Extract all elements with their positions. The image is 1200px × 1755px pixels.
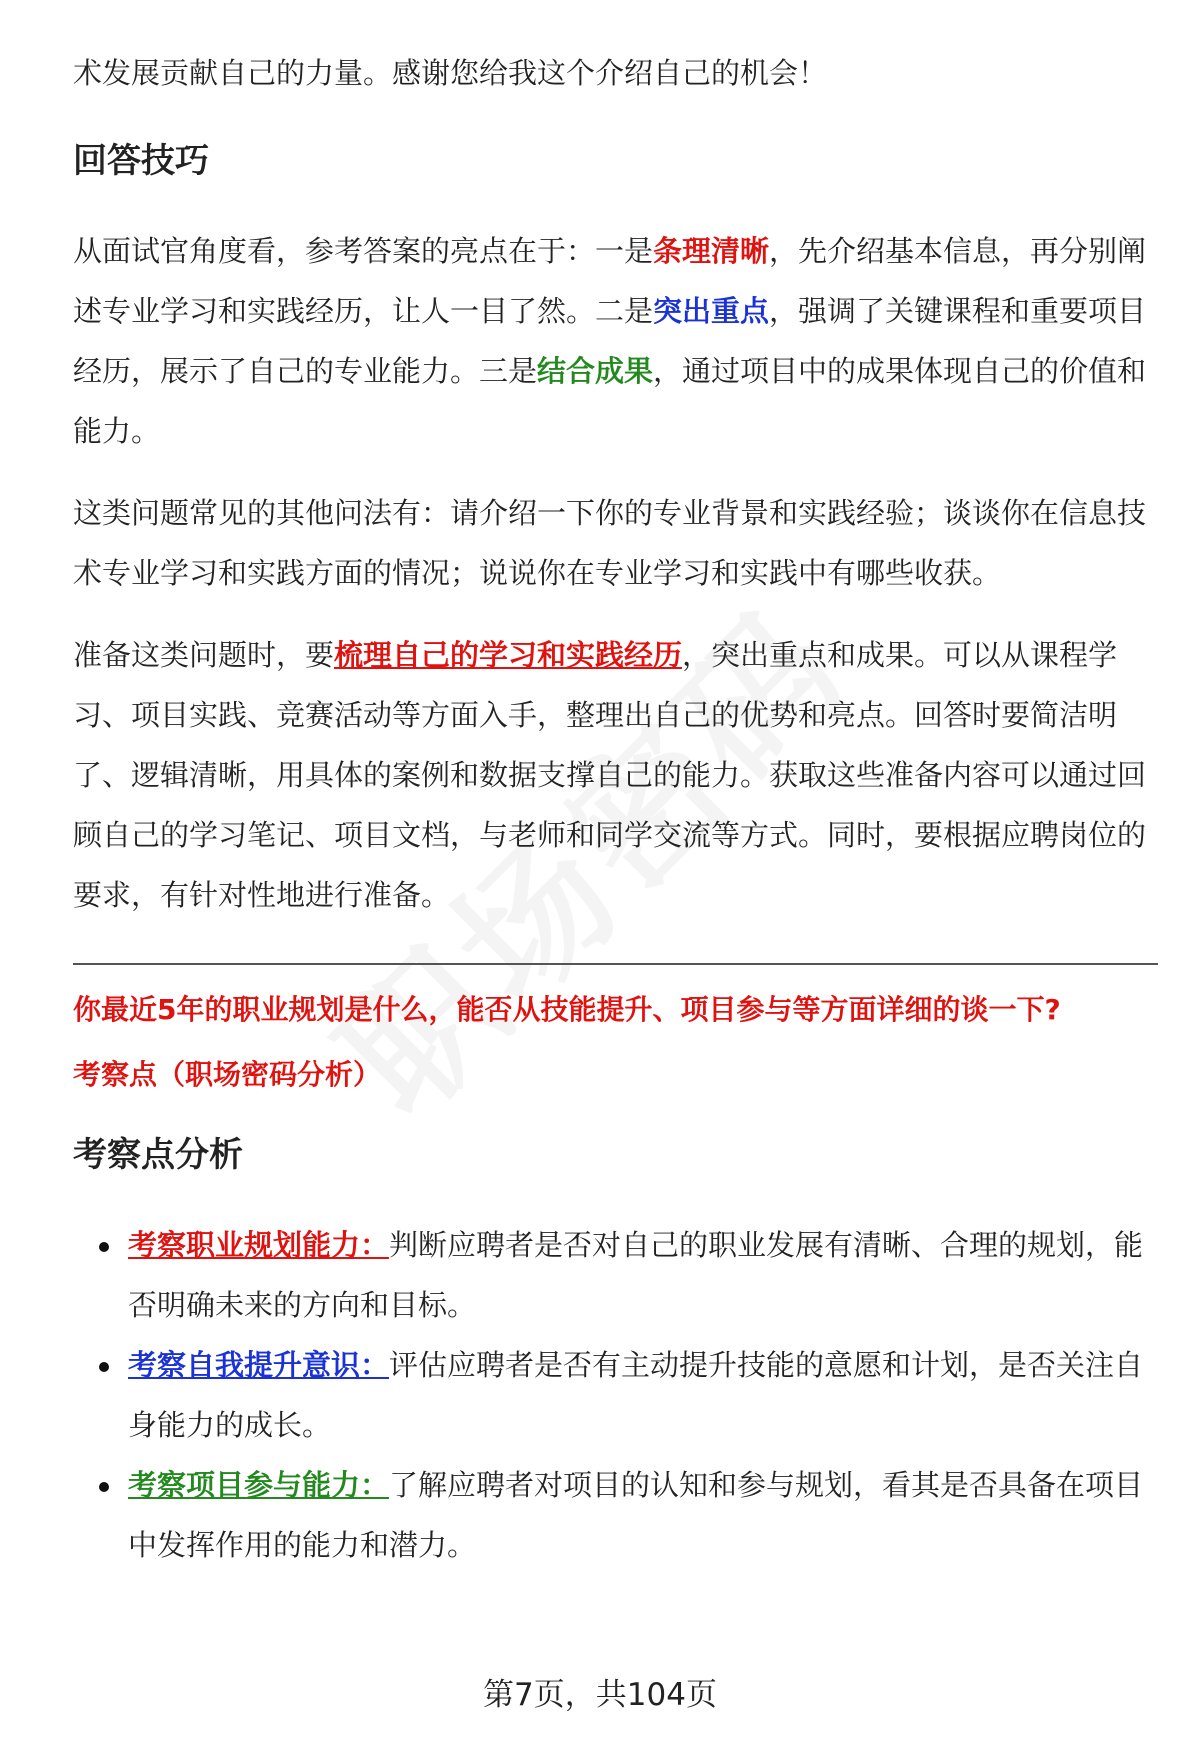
analysis-list	[73, 1215, 1158, 1575]
analysis-heading: 考察点分析	[73, 1135, 243, 1175]
list-item: 考察职业规划能力：判断应聘者是否对自己的职业发展有清晰、合理的规划，能否明确未来的方向和目标。	[73, 1215, 1158, 1335]
list-item: 考察自我提升意识：评估应聘者是否有主动提升技能的意愿和计划，是否关注自身能力的成长。	[73, 1335, 1158, 1455]
tips-paragraph-1: 从面试官角度看，参考答案的亮点在于：一是条理清晰，先介绍基本信息，再分别阐述专业学习和实践经历，让人一目了然。二是突出重点，强调了关键课程和重要项目经历，展示了自己的专业能力。三是结合成果，通过项目中的成果体现自己的价值和能力。	[73, 234, 1147, 448]
tips-paragraph-3: 准备这类问题时，要梳理自己的学习和实践经历，突出重点和成果。可以从课程学习、项目实践、竞赛活动等方面入手，整理出自己的优势和亮点。回答时要简洁明了、逻辑清晰，用具体的案例和数据支撑自己的能力。获取这些准备内容可以通过回顾自己的学习笔记、项目文档，与老师和同学交流等方式。同时，要根据应聘岗位的要求，有针对性地进行准备。	[73, 638, 1147, 912]
highlight-review-experience: 梳理自己的学习和实践经历	[334, 638, 683, 672]
analysis-label: 考察职业规划能力：	[128, 1228, 390, 1262]
analysis-label: 考察自我提升意识：	[128, 1348, 390, 1382]
question-subtitle: 考察点（职场密码分析）	[73, 1058, 382, 1091]
list-item: 考察项目参与能力：了解应聘者对项目的认知和参与规划，看其是否具备在项目中发挥作用的能力和潜力。	[73, 1455, 1158, 1575]
highlight-results: 结合成果	[537, 354, 654, 388]
tips-heading: 回答技巧	[73, 141, 209, 181]
intro-tail-text: 术发展贡献自己的力量。感谢您给我这个介绍自己的机会！	[73, 56, 828, 90]
tips-paragraph-2: 这类问题常见的其他问法有：请介绍一下你的专业背景和实践经验；谈谈你在信息技术专业学习和实践方面的情况；说说你在专业学习和实践中有哪些收获。	[73, 496, 1147, 590]
section-divider	[73, 963, 1158, 965]
page-number: 第7页，共104页	[483, 1677, 717, 1713]
highlight-clear-structure: 条理清晰	[653, 234, 770, 268]
analysis-label: 考察项目参与能力：	[128, 1468, 390, 1502]
page-content	[73, 0, 1158, 1575]
highlight-key-points: 突出重点	[653, 294, 770, 328]
question-title: 你最近5年的职业规划是什么，能否从技能提升、项目参与等方面详细的谈一下?	[73, 993, 1061, 1026]
